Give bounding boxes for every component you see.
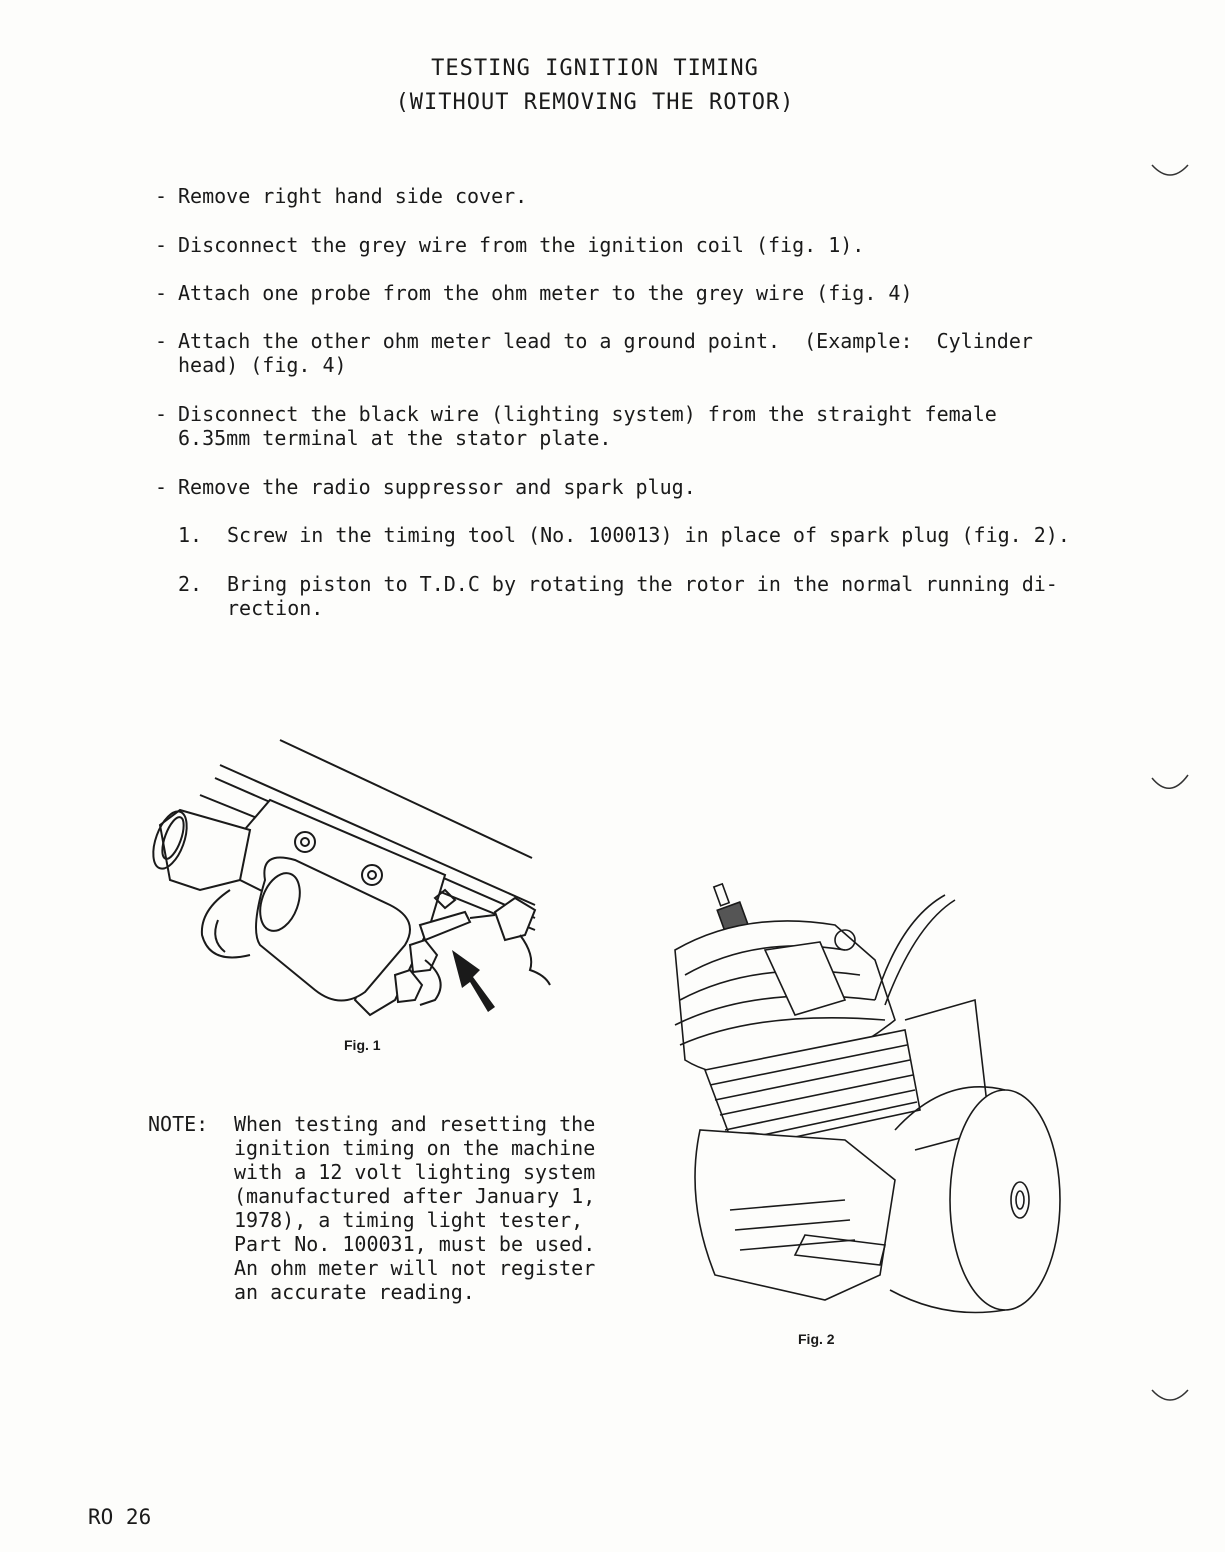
page-subtitle: (WITHOUT REMOVING THE ROTOR) [395,90,795,115]
page-title: TESTING IGNITION TIMING [431,56,759,81]
note-line: Part No. 100031, must be used. [234,1232,596,1256]
note-line: with a 12 volt lighting system [234,1160,596,1184]
step-text: rection. [227,596,324,620]
bullet-dash: - [155,184,168,208]
bullet-dash: - [155,281,168,305]
arrow-marker [452,950,495,1012]
step-text: Screw in the timing tool (No. 100013) in place of spark plug (fig. 2). [227,523,1070,547]
bullet-dash: - [155,233,168,257]
bullet-dash: - [155,475,168,499]
note-line: (manufactured after January 1, [234,1184,596,1208]
instruction-text: Attach the other ohm meter lead to a ground point. (Example: Cylinder [178,329,1033,353]
instruction-text: Disconnect the grey wire from the ignition coil (fig. 1). [178,233,865,257]
bullet-dash: - [155,329,168,353]
note-line: When testing and resetting the [234,1112,596,1136]
note-label: NOTE: [148,1112,209,1136]
step-number: 1. [178,523,203,547]
note-line: An ohm meter will not register [234,1256,596,1280]
page-code: RO 26 [88,1505,152,1529]
bullet-dash: - [155,402,168,426]
figure-caption: Fig. 2 [798,1331,835,1347]
ignition-coil-illustration [140,730,580,1030]
step-number: 2. [178,572,203,596]
note-line: an accurate reading. [234,1280,475,1304]
binding-hole-mark [1150,770,1190,800]
instruction-text: Attach one probe from the ohm meter to the grey wire (fig. 4) [178,281,913,305]
instruction-text: 6.35mm terminal at the stator plate. [178,426,612,450]
note-line: 1978), a timing light tester, [234,1208,584,1232]
binding-hole-mark [1150,1385,1190,1410]
note-line: ignition timing on the machine [234,1136,596,1160]
engine-timing-tool-illustration [645,880,1070,1325]
instruction-text: Disconnect the black wire (lighting system) from the straight female [178,402,997,426]
step-text: Bring piston to T.D.C by rotating the rotor in the normal running di- [227,572,1058,596]
instruction-text: Remove the radio suppressor and spark plug. [178,475,696,499]
instruction-text: head) (fig. 4) [178,353,347,377]
note-text [234,1112,595,1304]
instruction-text: Remove right hand side cover. [178,184,528,208]
binding-hole-mark [1150,160,1190,185]
figure-caption: Fig. 1 [344,1037,381,1053]
